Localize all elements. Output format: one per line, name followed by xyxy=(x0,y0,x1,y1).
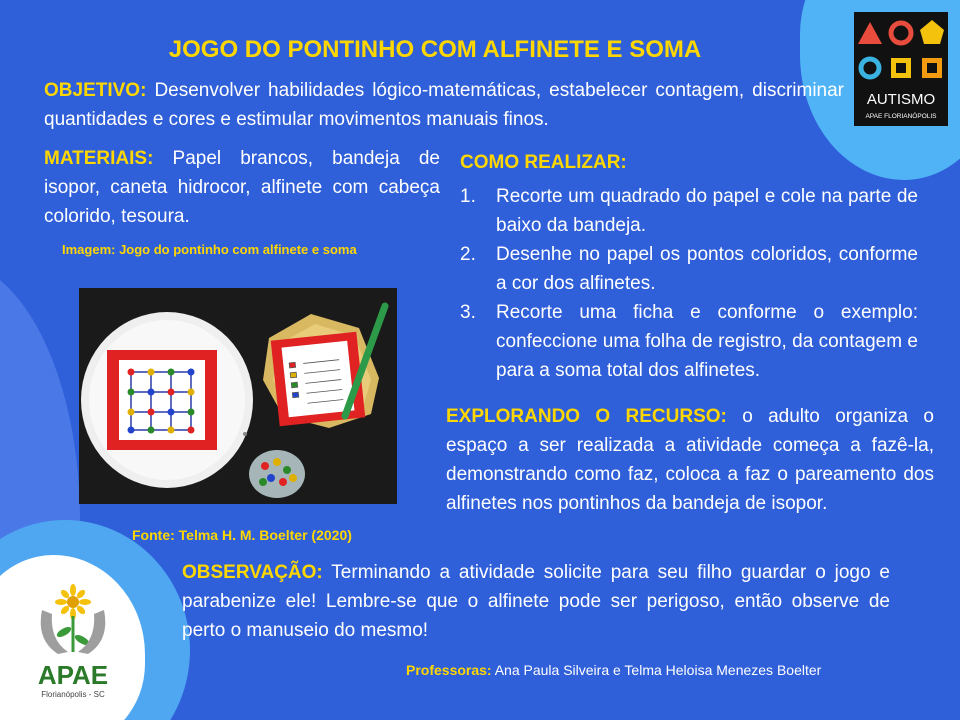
como-realizar-heading: COMO REALIZAR: xyxy=(460,152,627,173)
step-1 xyxy=(460,182,918,240)
explorando-label: EXPLORANDO O RECURSO: xyxy=(446,406,727,427)
step-number: 1. xyxy=(460,186,476,207)
step-2 xyxy=(460,240,918,298)
professoras-names: Ana Paula Silveira e Telma Heloisa Menezes Boelter xyxy=(494,662,822,678)
professoras-credit xyxy=(406,662,821,678)
step-text: Recorte um quadrado do papel e cole na parte de baixo da bandeja. xyxy=(496,186,918,236)
professoras-label: Professoras: xyxy=(406,662,492,678)
objetivo-text: Desenvolver habilidades lógico-matemáticas, estabelecer contagem, discriminar quantidades e cores e estimular movimentos manuais finos. xyxy=(44,80,845,130)
step-text: Desenhe no papel os pontos coloridos, conforme a cor dos alfinetes. xyxy=(496,244,918,294)
autismo-logo xyxy=(854,12,948,126)
materiais-label: MATERIAIS: xyxy=(44,148,154,169)
step-number: 3. xyxy=(460,302,476,323)
step-text: Recorte uma ficha e conforme o exemplo: confeccione uma folha de registro, da contagem e para a soma total dos alfinetes. xyxy=(496,302,918,381)
apae-logo xyxy=(28,580,118,710)
observacao-label: OBSERVAÇÃO: xyxy=(182,562,323,583)
image-source: Fonte: Telma H. M. Boelter (2020) xyxy=(132,527,352,543)
apae-logo-name: APAE xyxy=(37,660,109,690)
apae-logo-sub: Florianópolis - SC xyxy=(41,690,105,699)
objetivo-label: OBJETIVO: xyxy=(44,80,147,101)
objetivo-section xyxy=(44,76,844,134)
explorando-text: o adulto organiza o espaço a ser realizada a atividade começa a fazê-la, demonstrando como faz, coloca a faz o pareamento dos alfinetes nos pontinhos da bandeja de isopor. xyxy=(446,406,934,514)
step-number: 2. xyxy=(460,244,476,265)
game-photo xyxy=(79,288,397,504)
autismo-logo-name: AUTISMO xyxy=(866,91,936,108)
page-title: JOGO DO PONTINHO COM ALFINETE E SOMA xyxy=(168,36,702,63)
image-caption: Imagem: Jogo do pontinho com alfinete e soma xyxy=(62,242,357,257)
explorando-section xyxy=(446,402,934,518)
observacao-section xyxy=(182,558,890,645)
como-realizar-steps xyxy=(460,182,918,385)
materiais-section xyxy=(44,144,440,231)
observacao-text: Terminando a atividade solicite para seu filho guardar o jogo e parabenize ele! Lembre-se que o alfinete pode ser perigoso, então observe de perto o manuseio do mesmo! xyxy=(182,562,891,641)
materiais-text: Papel brancos, bandeja de isopor, caneta hidrocor, alfinete com cabeça colorido, tesoura. xyxy=(44,148,441,227)
autismo-logo-sub: APAE FLORIANÓPOLIS xyxy=(865,113,937,120)
step-3 xyxy=(460,298,918,385)
